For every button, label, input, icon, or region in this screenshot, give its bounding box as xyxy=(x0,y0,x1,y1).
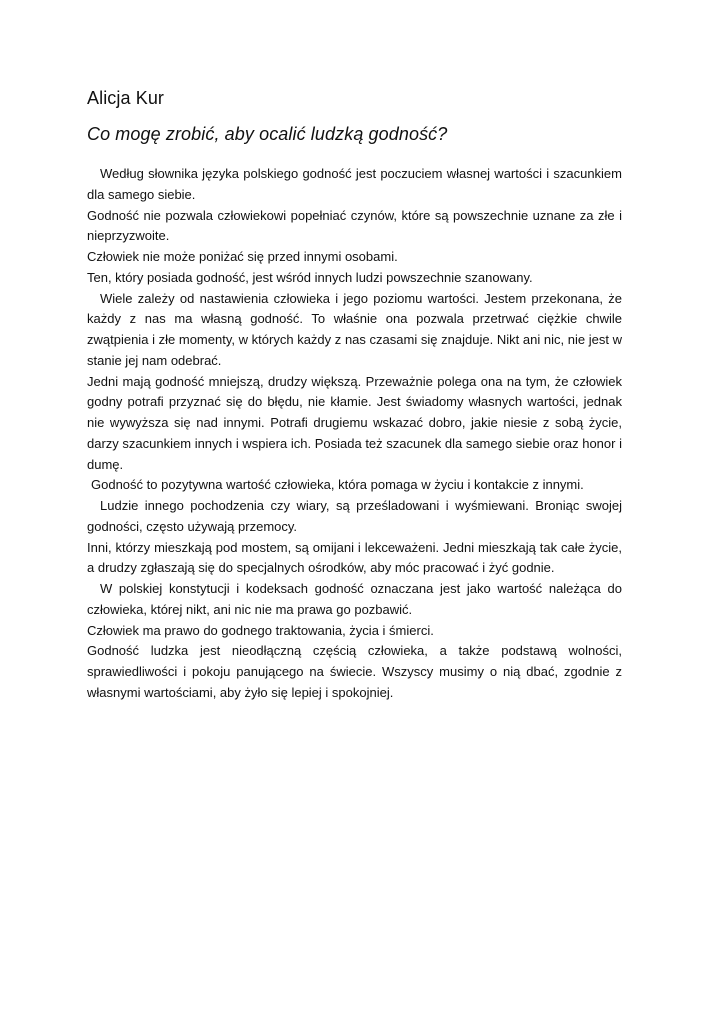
essay-title: Co mogę zrobić, aby ocalić ludzką godność? xyxy=(87,124,448,144)
paragraph: Godność to pozytywna wartość człowieka, która pomaga w życiu i kontakcie z innymi. xyxy=(91,477,584,493)
paragraph: W polskiej konstytucji i kodeksach godność oznaczana jest jako wartość należąca do człowieka, której nikt, ani nic nie ma prawa go pozbawić. xyxy=(87,581,622,617)
essay-body xyxy=(87,164,622,704)
paragraph: Człowiek ma prawo do godnego traktowania, życia i śmierci. xyxy=(87,622,434,638)
author-name: Alicja Kur xyxy=(87,88,165,108)
paragraph: Godność nie pozwala człowiekowi popełniać czynów, które są powszechnie uznane za złe i nieprzyzwoite. xyxy=(87,207,622,244)
paragraph: Godność ludzka jest nieodłączną częścią człowieka, a także podstawą wolności, sprawiedliwości i pokoju panującego na świecie. Wszyscy musimy o nią dbać, zgodnie z własnymi wartościami, aby żyło się lepiej i spokojniej. xyxy=(87,643,622,700)
paragraph: Inni, którzy mieszkają pod mostem, są omijani i lekceważeni. Jedni mieszkają tak całe życie, a drudzy zgłaszają się do specjalnych ośrodków, aby móc pracować i żyć godnie. xyxy=(87,539,622,576)
paragraph: Według słownika języka polskiego godność jest poczuciem własnej wartości i szacunkiem dla samego siebie. xyxy=(87,166,622,202)
paragraph: Wiele zależy od nastawienia człowieka i jego poziomu wartości. Jestem przekonana, że każdy z nas ma własną godność. To właśnie ona pozwala przetrwać ciężkie chwile zwątpienia i złe momenty, w których każdy z nas czasami się znajduje. Nikt ani nic, nie jest w stanie jej nam odebrać. xyxy=(87,290,622,368)
paragraph: Ten, który posiada godność, jest wśród innych ludzi powszechnie szanowany. xyxy=(87,269,533,285)
paragraph: Jedni mają godność mniejszą, drudzy większą. Przeważnie polega ona na tym, że człowiek godny potrafi przyznać się do błędu, nie kłamie. Jest świadomy własnych wartości, jednak nie wywyższa się nad innymi. Potrafi drugiemu wskazać dobro, jakie niesie z sobą życie, darzy szacunkiem innych i wspiera ich. Posiada też szacunek dla samego siebie oraz honor i dumę. xyxy=(87,373,622,472)
paragraph: Człowiek nie może poniżać się przed innymi osobami. xyxy=(87,249,398,264)
paragraph: Ludzie innego pochodzenia czy wiary, są prześladowani i wyśmiewani. Broniąc swojej godności, często używają przemocy. xyxy=(87,498,622,534)
